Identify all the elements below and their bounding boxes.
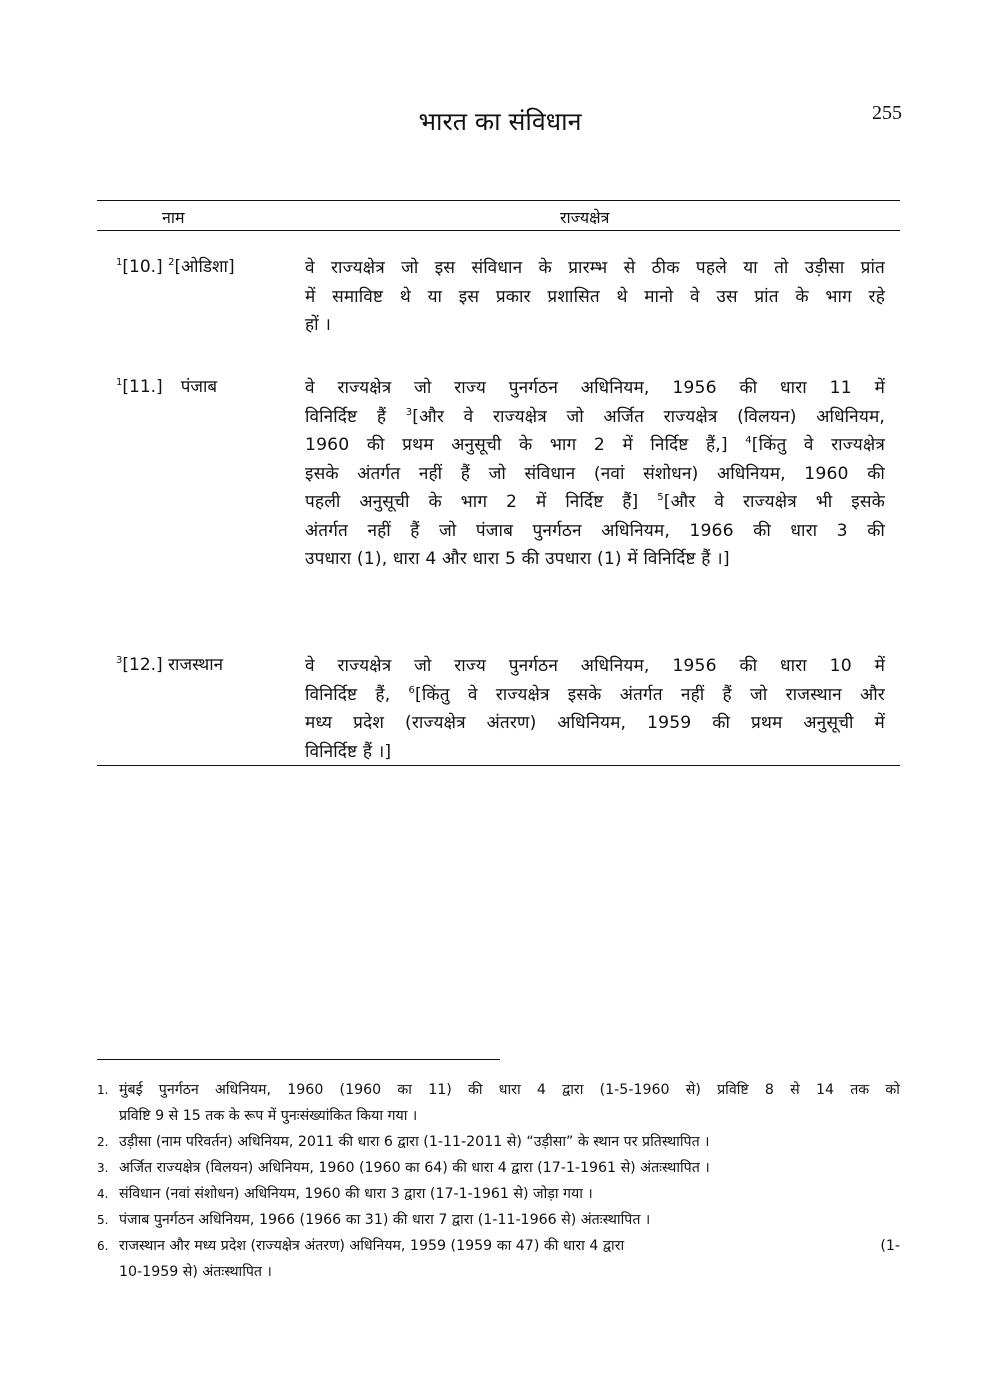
table-header-rule (97, 230, 900, 231)
territory-description: वे राज्यक्षेत्र जो इस संविधान के प्रारम्भ से ठीक पहले या तो उड़ीसा प्रांत में समाविष्ट थे या इस प्रकार प्रशासित थे मानो वे उस प्रांत के भाग रहे हों । (305, 258, 885, 335)
footnote: 2. उड़ीसा (नाम परिवर्तन) अधिनियम, 2011 की धारा 6 द्वारा (1-11-2011 से) “उड़ीसा” के स्थान पर प्रतिस्थापित । (97, 1134, 710, 1150)
footnote-ref: 4 (745, 435, 752, 446)
footnote-ref: 6 (408, 684, 416, 696)
footnote: 5. पंजाब पुनर्गठन अधिनियम, 1966 (1966 का 31) की धारा 7 द्वारा (1-11-1966 से) अंतःस्थापित । (97, 1212, 651, 1228)
page-title: भारत का संविधान (418, 107, 582, 136)
table-top-rule (97, 200, 900, 201)
state-name: $^3$[12.] राजस्थान (116, 655, 224, 675)
column-header-name: नाम (162, 208, 185, 227)
footnote: 4. संविधान (नवां संशोधन) अधिनियम, 1960 की धारा 3 द्वारा (17-1-1961 से) जोड़ा गया । (97, 1186, 593, 1202)
territory-description: वे राज्यक्षेत्र जो राज्य पुनर्गठन अधिनियम, 1956 की धारा 10 में विनिर्दिष्ट हैं, $^6$[किंतु वे राज्यक्षेत्र इसके अंतर्गत नहीं हैं जो राजस्थान और मध्य प्रदेश (राज्यक्षेत्र अंतरण) अधिनियम, 1959 की प्रथम अनुसूची में विनिर्दिष्ट हैं ।] (305, 656, 885, 762)
footnote-separator (97, 1059, 500, 1060)
footnote-ref: 3 (116, 655, 123, 666)
footnote: 6. राजस्थान और मध्य प्रदेश (राज्यक्षेत्र अंतरण) अधिनियम, 1959 (1959 का 47) की धारा 4 द्वारा (1- 10-1959 से) अंतःस्थापित । (97, 1238, 900, 1280)
column-header-territory: राज्यक्षेत्र (560, 208, 610, 227)
territory-description: वे राज्यक्षेत्र जो राज्य पुनर्गठन अधिनियम, 1956 की धारा 11 में विनिर्दिष्ट हैं $^3$[और वे राज्यक्षेत्र जो अर्जित राज्यक्षेत्र (विलयन) अधिनियम, 1960 की प्रथम अनुसूची के भाग 2 में निर्दिष्ट हैं,] $^4$[किंतु वे राज्यक्षेत्र इसके अंतर्गत नहीं हैं जो संविधान (नवां संशोधन) अधिनियम, 1960 की पहली अनुसूची के भाग 2 में निर्दिष्ट हैं] $^5$[और वे राज्यक्षेत्र भी इसके अंतर्गत नहीं हैं जो पंजाब पुनर्गठन अधिनियम, 1966 की धारा 3 की उपधारा (1), धारा 4 और धारा 5 की उपधारा (1) में विनिर्दिष्ट हैं ।] (305, 378, 885, 569)
table-bottom-rule (97, 765, 900, 766)
footnote: 1. मुंबई पुनर्गठन अधिनियम, 1960 (1960 का 11) की धारा 4 द्वारा (1-5-1960 से) प्रविष्टि 8 से 14 तक को प्रविष्टि 9 से 15 तक के रूप में पुनःसंख्यांकित किया गया । (97, 1082, 900, 1124)
footnote-ref: 3 (405, 406, 413, 418)
state-name: $^1$[10.] $^2$[ओडिशा] (116, 257, 235, 277)
footnote-ref: 1 (116, 257, 123, 268)
footnote-ref: 5 (657, 492, 664, 503)
footnote-ref: 2 (168, 257, 175, 268)
page-number: 255 (872, 102, 902, 124)
footnotes (97, 1077, 900, 1285)
state-name: $^1$[11.] पंजाब (116, 377, 218, 397)
footnote: 3. अर्जित राज्यक्षेत्र (विलयन) अधिनियम, 1960 (1960 का 64) की धारा 4 द्वारा (17-1-1961 से) अंतःस्थापित । (97, 1160, 710, 1176)
footnote-ref: 1 (116, 377, 123, 388)
